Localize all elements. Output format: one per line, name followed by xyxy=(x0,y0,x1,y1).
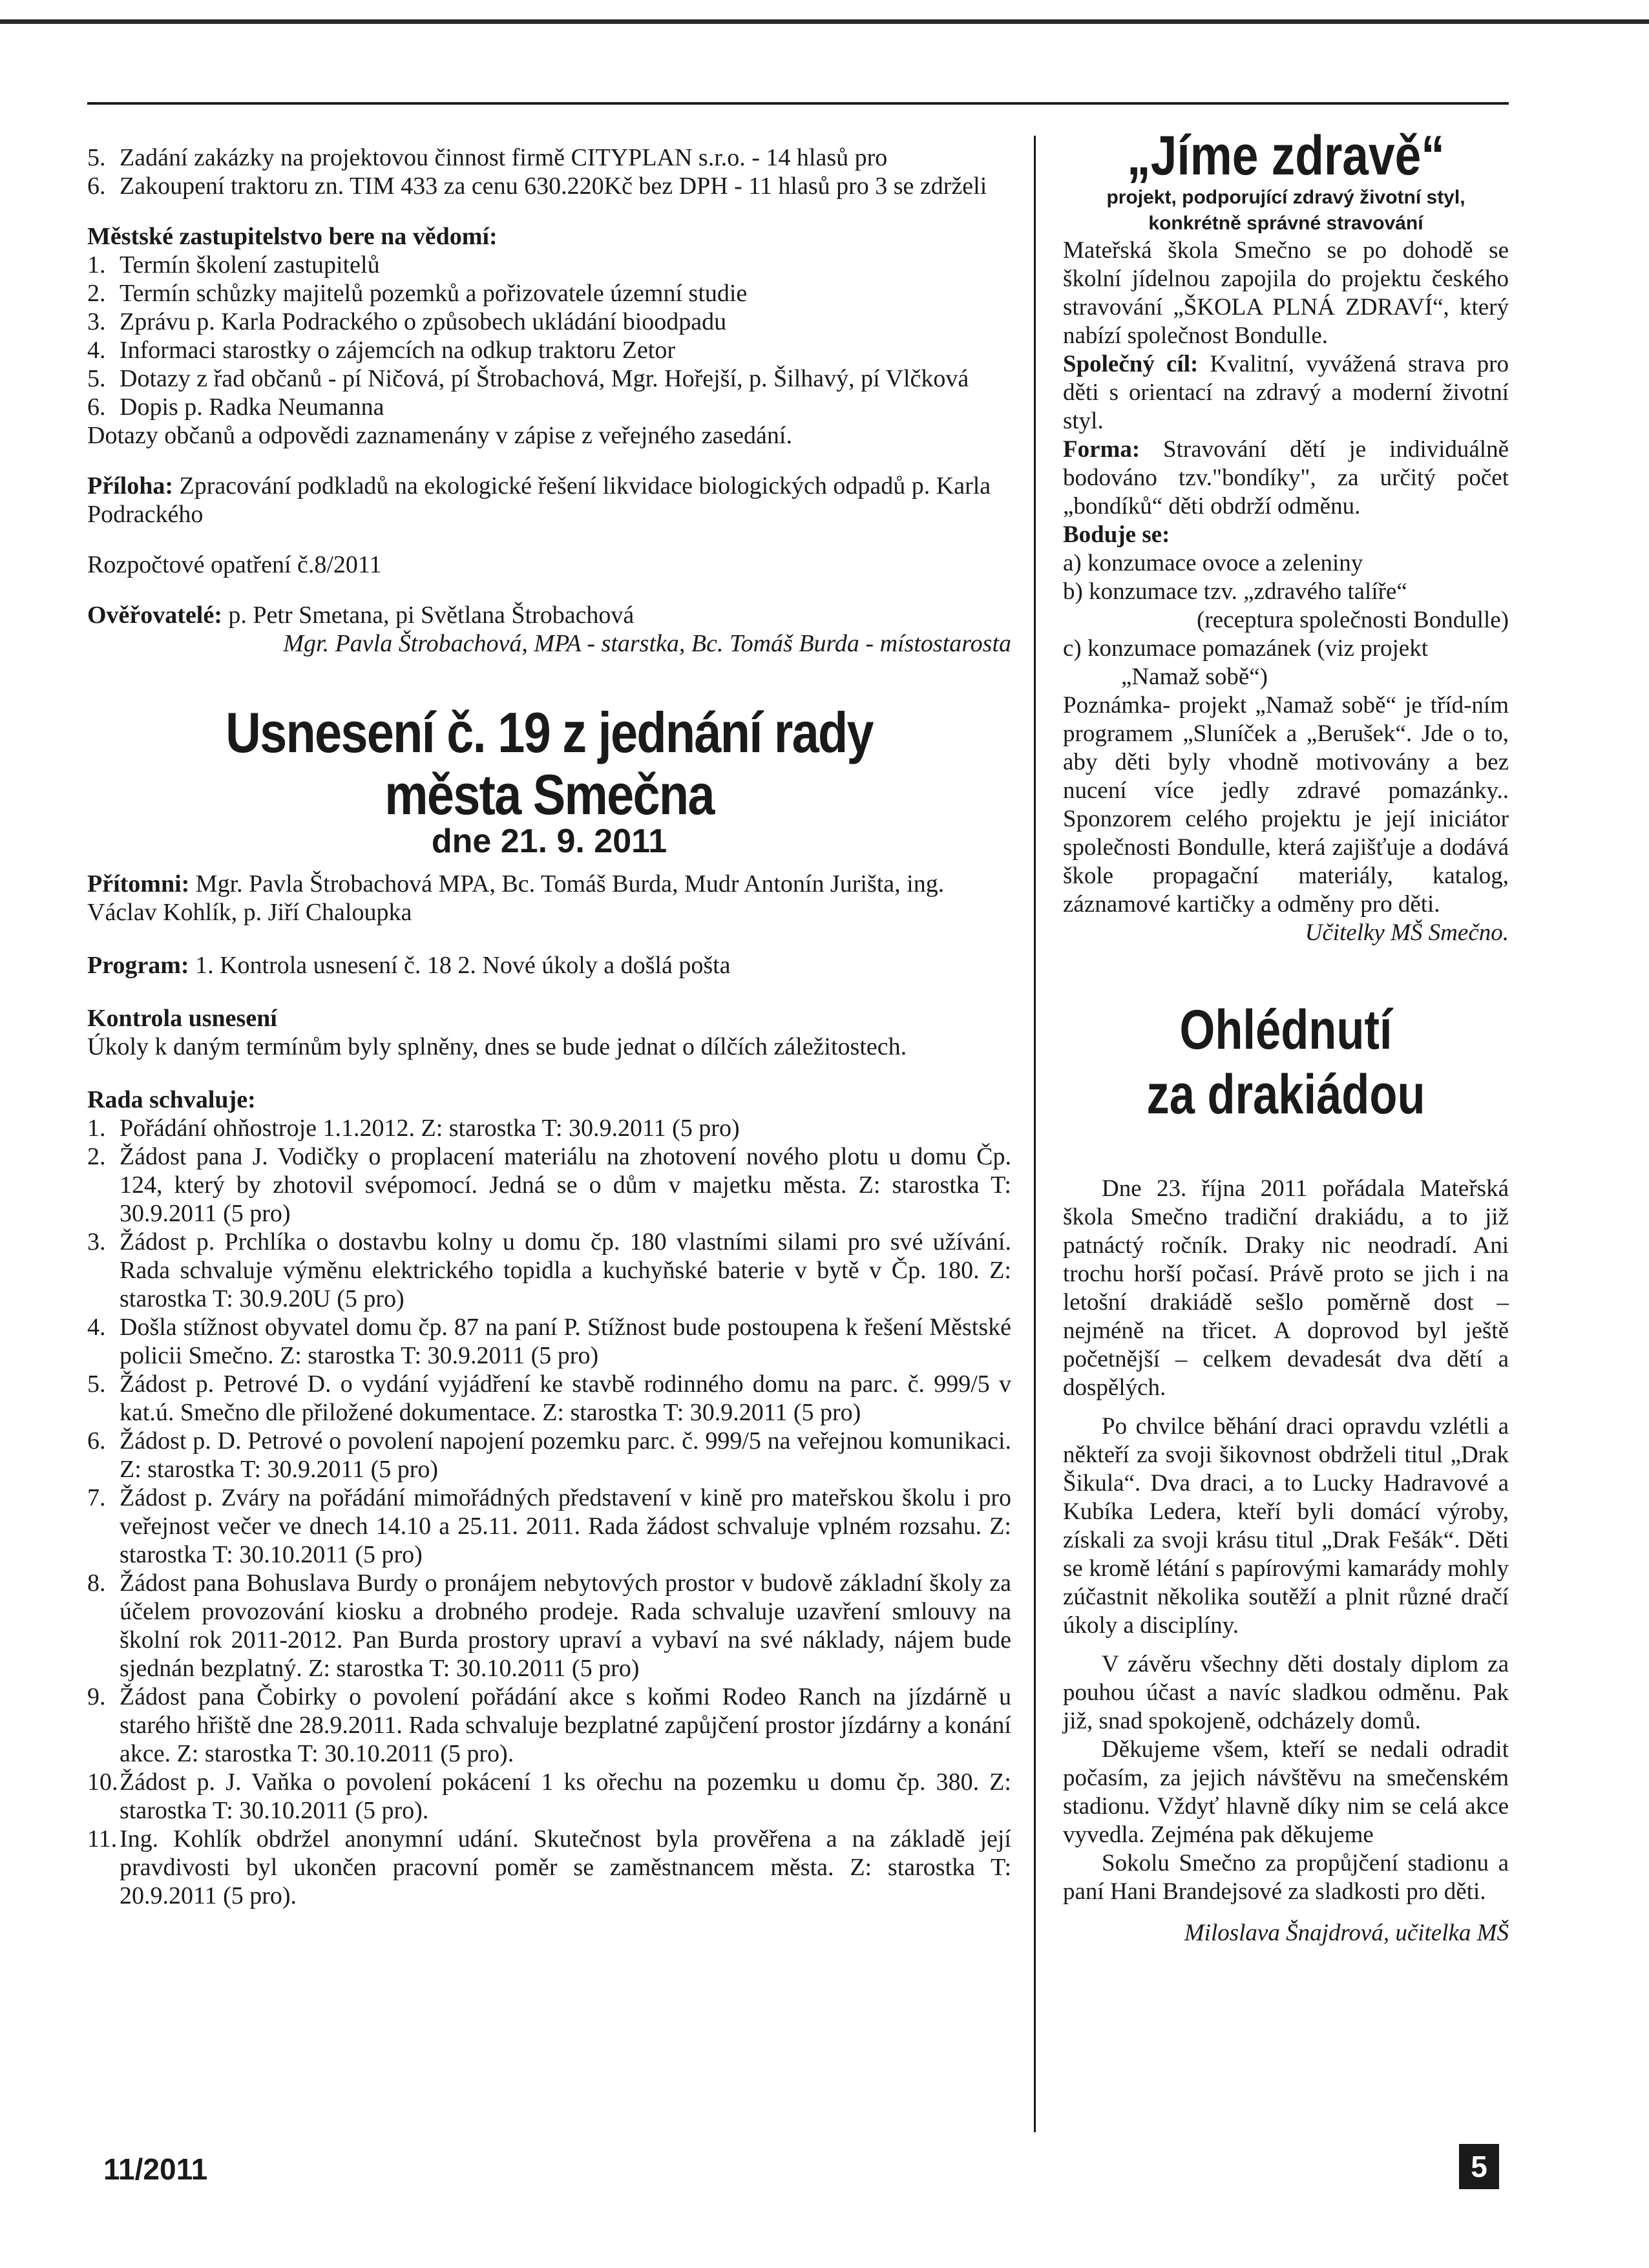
resolution-date: dne 21. 9. 2011 xyxy=(431,823,667,860)
noted-item-number: 4. xyxy=(87,337,106,364)
continued-item xyxy=(87,143,1011,172)
approves-item xyxy=(87,1427,1011,1484)
approves-item xyxy=(87,1114,1011,1142)
approves-item-text: Žádost pana Bohuslava Burdy o pronájem nebytových prostor v budově základní školy za účelem provozování kiosku a drobného prodeje. Rada schvaluje uzavření smlouvy na školní rok 2011-2012. Pan Burda prostory upraví a vybaví na své náklady, nájem bude sjednán bezplatný. Z: starostka T: 30.10.2011 (5 pro) xyxy=(120,1570,1011,1682)
noted-item-text: Termín schůzky majitelů pozemků a pořizovatele územní studie xyxy=(120,280,748,307)
signature: Mgr. Pavla Štrobachová, MPA - starstka, Bc. Tomáš Burda - místostarosta xyxy=(283,630,1011,657)
approves-item xyxy=(87,1313,1011,1370)
compete-b2: (receptura společnosti Bondulle) xyxy=(1197,607,1509,633)
approves-item-text: Žádost pana Čobirky o povolení pořádání akce s koňmi Rodeo Ranch na jízdárně u starého hřiště dne 28.9.2011. Rada schvaluje bezplatné zapůjčení prostor jízdárny a konání akce. Z: starostka T: 30.10.2011 (5 pro). xyxy=(120,1683,1011,1767)
attachment: Příloha: Zpracování podkladů na ekologické řešení likvidace biologických odpadů p. Karla Podrackého xyxy=(87,472,991,528)
article-subtitle: projekt, podporující zdravý životní styl, konkrétně správné stravování xyxy=(1106,187,1465,234)
approves-heading: Rada schvaluje: xyxy=(87,1086,256,1113)
control-heading: Kontrola usnesení xyxy=(87,1005,277,1032)
noted-list xyxy=(87,251,1011,421)
approves-item-number: 6. xyxy=(87,1427,106,1454)
present: Přítomni: Mgr. Pavla Štrobachová MPA, Bc. Tomáš Burda, Mudr Antonín Jurišta, ing. Václav Kohlík, p. Jiří Chaloupka xyxy=(87,870,945,926)
noted-item-text: Informaci starostky o zájemcích na odkup traktoru Zetor xyxy=(120,337,675,364)
approves-item xyxy=(87,1228,1011,1313)
top-edge-rule xyxy=(0,19,1649,24)
kite-paragraph-2: Po chvilce běhání draci opravdu vzlétli a někteří za svoji šikovnost obdrželi titul „Drak Šikula“. Dva draci, a to Lucky Hadravové a Kubíka Ledera, kteří byli domácí výroby, získali za svoji krásu titul „Drak Fešák“. Děti se kromě létání s papírovými kamarády mohly zúčastnit několika soutěží a plnit různé dračí úkoly a disciplíny. xyxy=(1063,1413,1509,1639)
approves-item-text: Žádost p. Zváry na pořádání mimořádných představení v kině pro mateřskou školu i pro veřejnost večer ve dnech 14.10 a 25.11. 2011. Rada žádost schvaluje vplném rozsahu. Z: starostka T: 30.10.2011 (5 pro) xyxy=(120,1484,1011,1568)
approves-item-text: Ing. Kohlík obdržel anonymní udání. Skutečnost byla prověřena a na základě její pravdivosti byl ukončen pracovní poměr se zaměstnancem města. Z: starostka T: 20.9.2011 (5 pro). xyxy=(120,1825,1011,1909)
form-paragraph: Forma: Stravování dětí je individuálně bodováno tzv."bondíky", za určitý počet „bondíků“ děti obdrží odměnu. xyxy=(1063,436,1509,520)
approves-item-text: Žádost p. J. Vaňka o povolení pokácení 1 ks ořechu na pozemku u domu čp. 380. Z: starostka T: 30.10.2011 (5 pro). xyxy=(120,1769,1011,1824)
program: Program: 1. Kontrola usnesení č. 18 2. Nové úkoly a došlá pošta xyxy=(87,952,731,979)
verifiers: Ověřovatelé: p. Petr Smetana, pi Světlana Štrobachová xyxy=(87,602,635,629)
page-number: 5 xyxy=(1459,2144,1499,2189)
approves-item-text: Pořádání ohňostroje 1.1.2012. Z: starostka T: 30.9.2011 (5 pro) xyxy=(120,1115,740,1142)
intro-paragraph: Mateřská škola Smečno se po dohodě se školní jídelnou zapojila do projektu českého stravování „ŠKOLA PLNÁ ZDRAVÍ“, který nabízí společnost Bondulle. xyxy=(1063,237,1509,349)
approves-item-text: Žádost p. D. Petrové o povolení napojení pozemku parc. č. 999/5 na veřejnou komunikaci. Z: starostka T: 30.9.2011 (5 pro) xyxy=(120,1427,1011,1483)
compete-c: c) konzumace pomazánek (viz projekt xyxy=(1063,635,1429,662)
issue-number: 11/2011 xyxy=(103,2152,208,2186)
note-paragraph: Poznámka- projekt „Namaž sobě“ je tříd-ním programem „Sluníček a „Berušek“. Jde o to, aby děti byly vhodně motivovány a bez nucení více jedly zdravé pomazánky.. Sponzorem celého projektu je její iniciátor společnosti Bondulle, která zajišťuje a dodává škole propagační materiály, katalog, záznamové kartičky a odměny pro děti. xyxy=(1063,692,1509,918)
approves-item xyxy=(87,1768,1011,1825)
kite-paragraph-4: Děkujeme všem, kteří se nedali odradit počasím, za jejich návštěvu na smečenském stadionu. Vždyť hlavně díky nim se celá akce vyvedla. Zejména pak děkujeme xyxy=(1063,1736,1509,1848)
approves-item xyxy=(87,1825,1011,1910)
compete-c2: „Namaž sobě“) xyxy=(1121,664,1268,690)
approves-item-number: 1. xyxy=(87,1115,106,1142)
approves-item xyxy=(87,1569,1011,1683)
signature-teachers: Učitelky MŠ Smečno. xyxy=(1305,919,1509,946)
compete-a: a) konzumace ovoce a zeleniny xyxy=(1063,550,1363,576)
noted-item xyxy=(87,364,1011,393)
continued-item-number: 6. xyxy=(87,173,106,200)
noted-item-number: 2. xyxy=(87,280,106,307)
approves-item xyxy=(87,1370,1011,1427)
approves-item-number: 7. xyxy=(87,1484,106,1511)
noted-item-number: 1. xyxy=(87,251,106,278)
right-column xyxy=(1063,127,1509,1948)
noted-item-text: Dotazy z řad občanů - pí Ničová, pí Štrobachová, Mgr. Hořejší, p. Šilhavý, pí Vlčková xyxy=(120,365,969,392)
noted-item-text: Zprávu p. Karla Podrackého o způsobech ukládání bioodpadu xyxy=(120,308,727,335)
approves-item-number: 11. xyxy=(87,1825,118,1853)
article-title-jime-zdrave: „Jíme zdravě“ xyxy=(1127,125,1445,187)
approves-item xyxy=(87,1683,1011,1768)
approves-item-text: Žádost pana J. Vodičky o proplacení materiálu na zhotovení nového plotu u domu Čp. 124, který by zhotovil svépomocí. Jedná se o dům v majetku města. Z: starostka T: 30.9.2011 (5 pro) xyxy=(120,1143,1011,1227)
noted-heading: Městské zastupitelstvo bere na vědomí: xyxy=(87,223,498,250)
resolution-heading: Usnesení č. 19 z jednání rady města Smečna xyxy=(226,700,873,826)
kite-paragraph-1: Dne 23. října 2011 pořádala Mateřská škola Smečno tradiční drakiádu, a to již patnáctý ročník. Draky nic neodradí. Ani trochu horší počasí. Právě proto se jich i na letošní drakiádě sešlo poměrně dost – nejméně na třicet. A doprovod byl ještě početnější – celkem devadesát dva dětí a dospělých. xyxy=(1063,1175,1509,1401)
continued-list xyxy=(87,143,1011,200)
noted-item xyxy=(87,251,1011,279)
compete-b: b) konzumace tzv. „zdravého talíře“ xyxy=(1063,578,1407,605)
noted-item-text: Termín školení zastupitelů xyxy=(120,251,380,278)
approves-item-text: Žádost p. Petrové D. o vydání vyjádření ke stavbě rodinného domu na parc. č. 999/5 v kat.ú. Smečno dle přiložené dokumentace. Z: starostka T: 30.9.2011 (5 pro) xyxy=(120,1370,1011,1426)
approves-item-number: 9. xyxy=(87,1683,106,1710)
noted-item xyxy=(87,336,1011,364)
signature-snajdrova: Miloslava Šnajdrová, učitelka MŠ xyxy=(1184,1920,1509,1946)
approves-item-number: 3. xyxy=(87,1228,106,1255)
noted-item-number: 3. xyxy=(87,308,106,335)
continued-item xyxy=(87,172,1011,200)
kite-paragraph-3: V závěru všechny děti dostaly diplom za pouhou účast a navíc sladkou odměnu. Pak již, snad spokojeně, odcházely domů. xyxy=(1063,1651,1509,1734)
approves-item-number: 4. xyxy=(87,1314,106,1341)
kite-paragraph-5: Sokolu Smečno za propůjčení stadionu a paní Hani Brandejsové za sladkosti pro děti. xyxy=(1063,1850,1509,1905)
noted-item xyxy=(87,393,1011,421)
noted-item-number: 6. xyxy=(87,394,106,421)
left-column xyxy=(87,143,1011,1910)
approves-item-number: 2. xyxy=(87,1143,106,1170)
approves-item-number: 8. xyxy=(87,1570,106,1597)
approves-item xyxy=(87,1484,1011,1569)
budget-measure: Rozpočtové opatření č.8/2011 xyxy=(87,551,382,578)
article-title-drakiada: Ohlédnutí za drakiádou xyxy=(1146,999,1425,1126)
approves-item-number: 5. xyxy=(87,1370,106,1398)
header-rule xyxy=(87,102,1509,105)
approves-list xyxy=(87,1114,1011,1910)
approves-item-number: 10. xyxy=(87,1769,118,1796)
noted-item xyxy=(87,308,1011,336)
goal-paragraph: Společný cíl: Kvalitní, vyvážená strava pro děti s orientací na zdravý a moderní životní styl. xyxy=(1063,351,1509,434)
noted-item xyxy=(87,279,1011,308)
continued-item-number: 5. xyxy=(87,144,106,171)
noted-item-number: 5. xyxy=(87,365,106,392)
continued-item-text: Zadání zakázky na projektovou činnost firmě CITYPLAN s.r.o. - 14 hlasů pro xyxy=(120,144,888,171)
noted-note: Dotazy občanů a odpovědi zaznamenány v zápise z veřejného zasedání. xyxy=(87,422,792,449)
compete-heading: Boduje se: xyxy=(1063,521,1170,548)
approves-item-text: Žádost p. Prchlíka o dostavbu kolny u domu čp. 180 vlastními silami pro své užívání. Rada schvaluje výměnu elektrického topidla a kuchyňské baterie v bytě v Čp. 180. Z: starostka T: 30.9.20U (5 pro) xyxy=(120,1228,1011,1312)
approves-item xyxy=(87,1142,1011,1228)
approves-item-text: Došla stížnost obyvatel domu čp. 87 na paní P. Stížnost bude postoupena k řešení Městské policii Smečno. Z: starostka T: 30.9.2011 (5 pro) xyxy=(120,1314,1011,1369)
noted-item-text: Dopis p. Radka Neumanna xyxy=(120,394,384,421)
column-divider xyxy=(1034,136,1036,2132)
continued-item-text: Zakoupení traktoru zn. TIM 433 za cenu 630.220Kč bez DPH - 11 hlasů pro 3 se zdrželi xyxy=(120,173,987,200)
control-text: Úkoly k daným termínům byly splněny, dnes se bude jednat o dílčích záležitostech. xyxy=(87,1033,907,1060)
